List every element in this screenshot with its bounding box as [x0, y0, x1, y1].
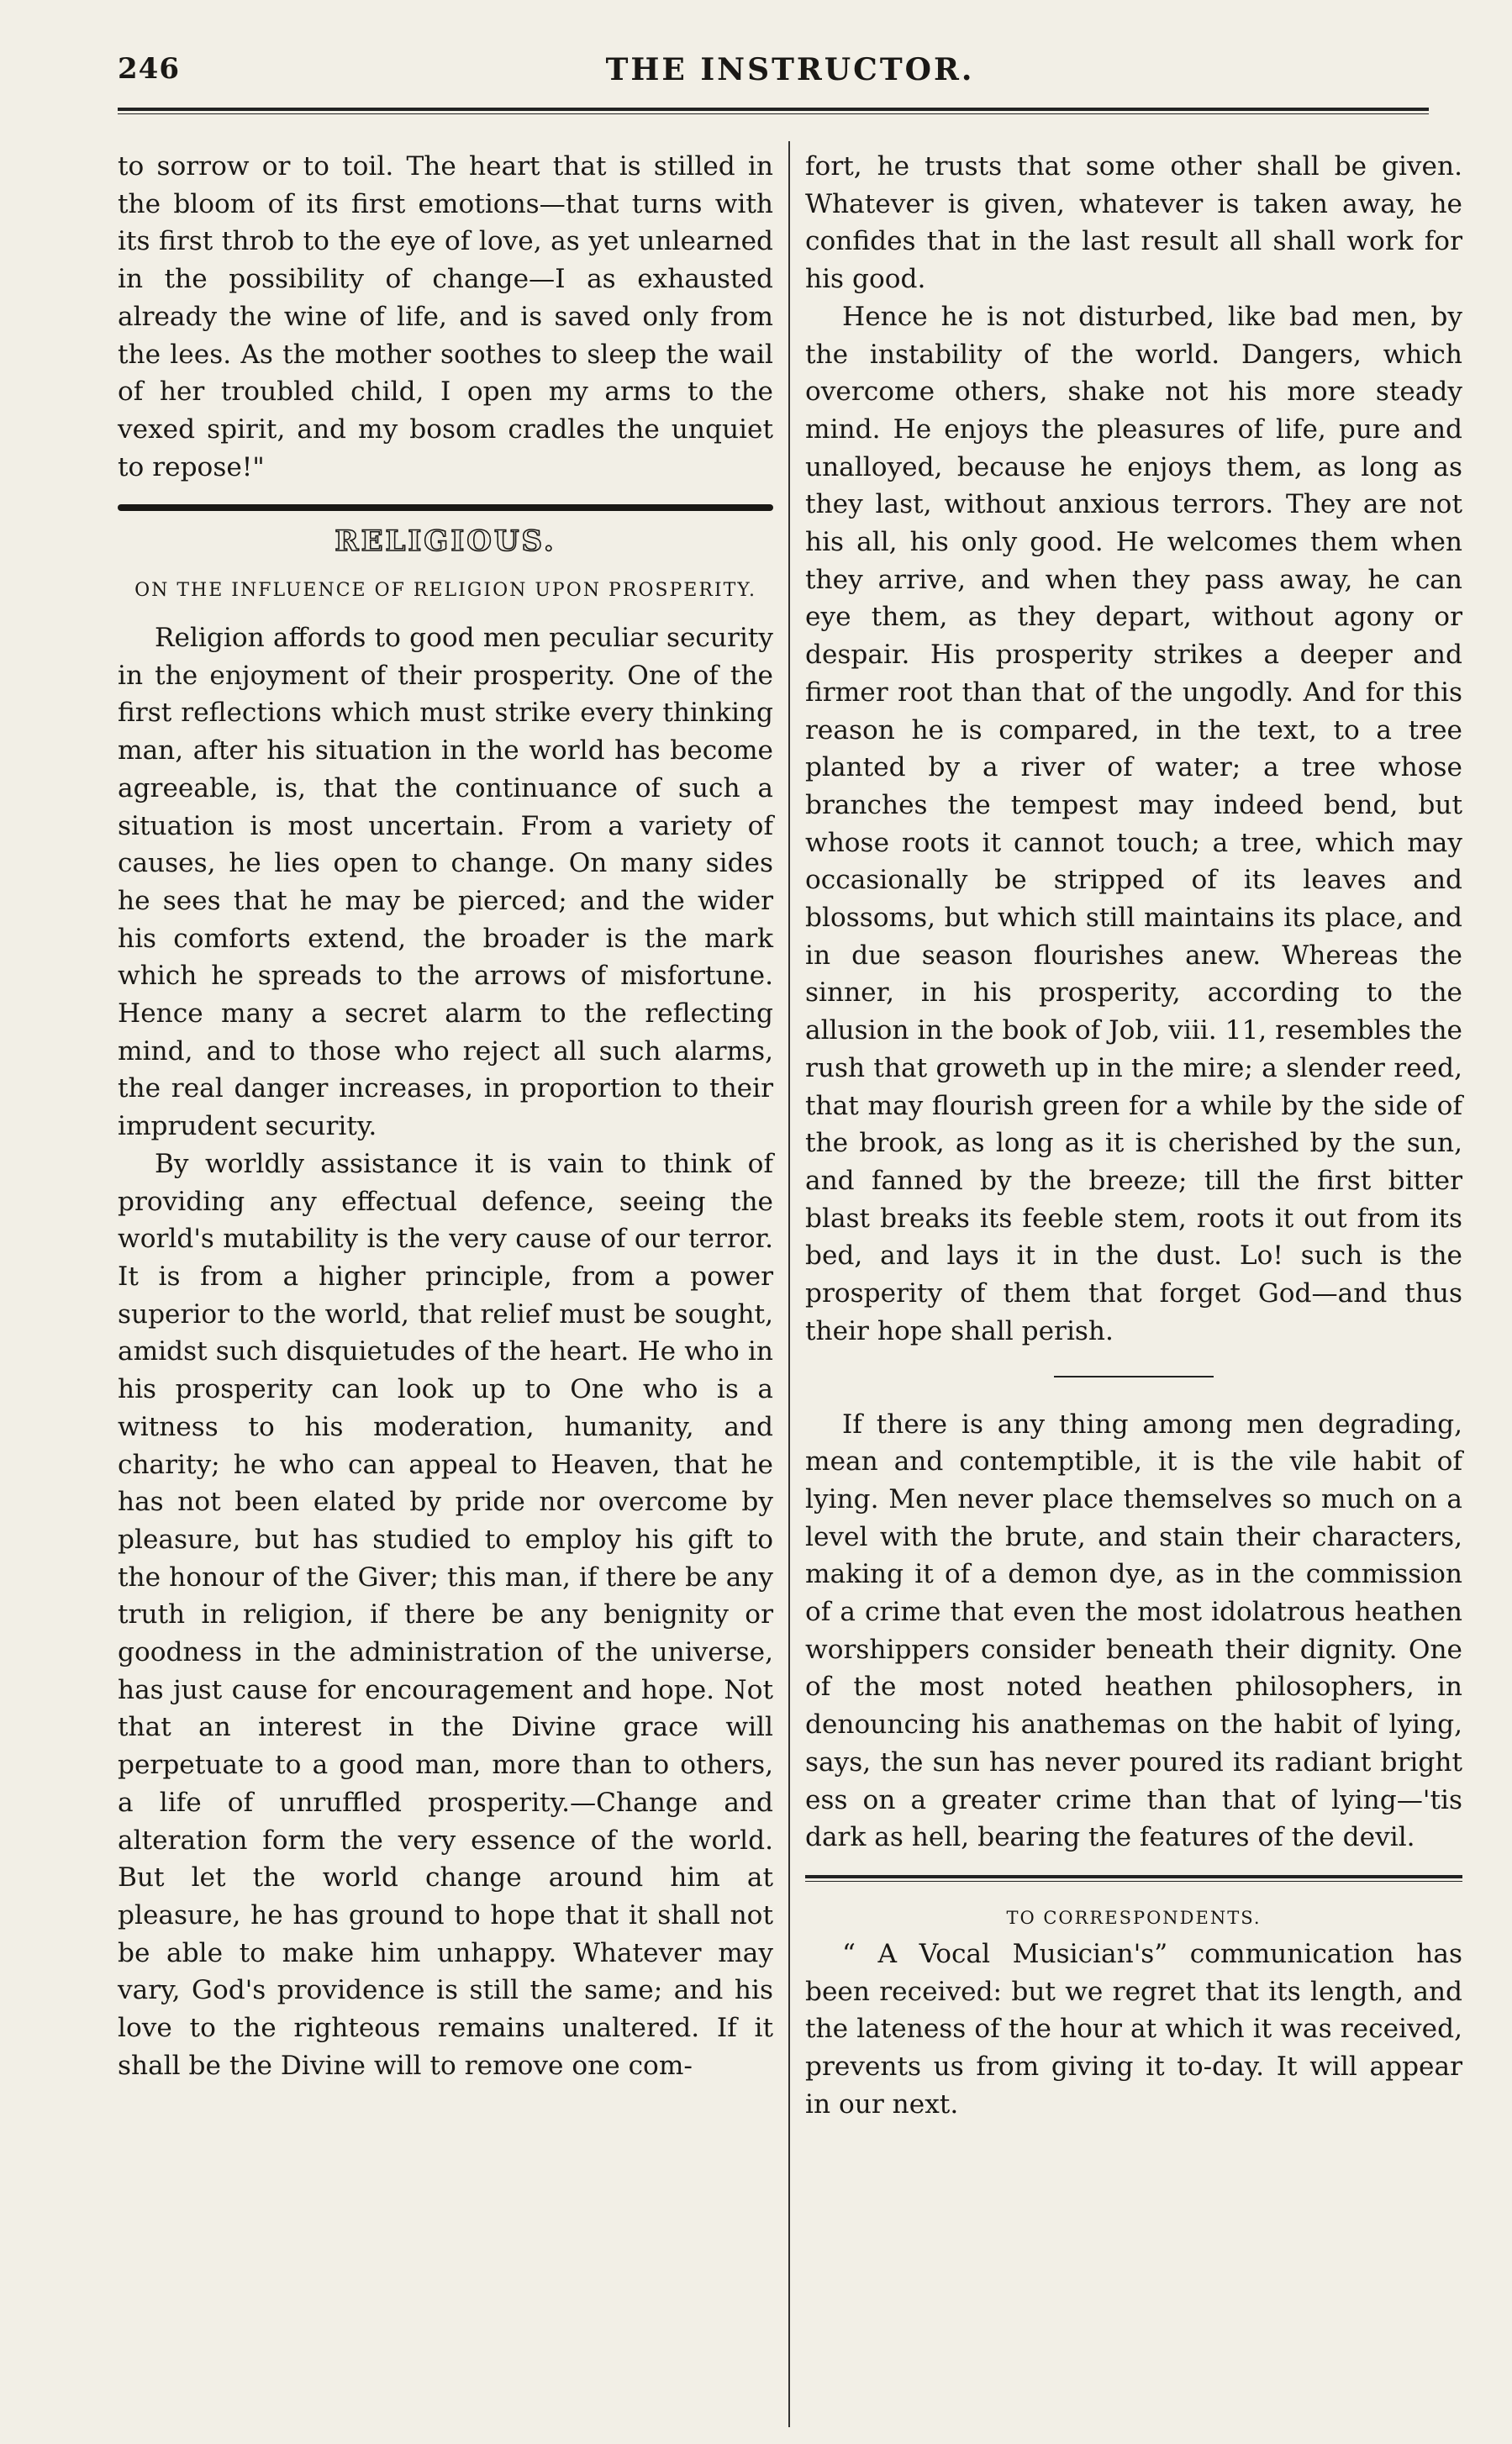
notice-rule: [805, 1875, 1462, 1882]
article-paragraph: Religion affords to good men peculiar security in the enjoyment of their prosperity. One of the first reflections which must strike every thinking man, after his situation in the world has become agreeable, is, that the continuance of such a situation is most uncertain. From a variety of causes, he lies open to change. On many sides he sees that he may be pierced; and the wider his comforts extend, the broader is the mark which he spreads to the arrows of misfortune. Hence many a secret alarm to the reflecting mind, and to those who reject all such alarms, the real danger increases, in proportion to their imprudent security.: [118, 623, 773, 1142]
notice-title: TO CORRESPONDENTS.: [1006, 1907, 1262, 1928]
separator-rule: [1054, 1376, 1214, 1377]
right-column: [805, 148, 1462, 2123]
continued-paragraph: fort, he trusts that some other shall be given. Whatever is given, whatever is taken away, he confides that in the last result all shall work for his good.: [805, 151, 1462, 295]
section-heading: RELIGIOUS.: [335, 524, 556, 559]
page-number: 246: [118, 52, 180, 86]
running-head: [118, 52, 1429, 103]
article-paragraph: Hence he is not disturbed, like bad men, by the instability of the world. Dangers, which overcome others, shake not his more steady mind. He enjoys the pleasures of life, pure and unalloyed, because he enjoys them, as long as they last, without anxious terrors. They are not his all, his only good. He welcomes them when they arrive, and when they pass away, he can eye them, as they depart, without agony or despair. His prosperity strikes a deeper and firmer root than that of the ungodly. And for this reason he is compared, in the text, to a tree planted by a river of water; a tree whose branches the tempest may indeed bend, but whose roots it cannot touch; a tree, which may occasionally be stripped of its leaves and blossoms, but which still maintains its place, and in due season flourishes anew. Whereas the sinner, in his prosperity, according to the allusion in the book of Job, viii. 11, resembles the rush that groweth up in the mire; a slender reed, that may flourish green for a while by the side of the brook, as long as it is cherished by the sun, and fanned by the breeze; till the first bitter blast breaks its feeble stem, roots it out from its bed, and lays it in the dust. Lo! such is the prosperity of them that forget God—and thus their hope shall perish.: [805, 301, 1462, 1346]
article-paragraph: By worldly assistance it is vain to think of providing any effectual defence, seeing the world's mutability is the very cause of our terror. It is from a higher principle, from a power superior to the world, that relief must be sought, amidst such disquietudes of the heart. He who in his prosperity can look up to One who is a witness to his moderation, humanity, and charity; he who can appeal to Heaven, that he has not been elated by pride nor overcome by pleasure, but has studied to employ his gift to the honour of the Giver; this man, if there be any truth in religion, if there be any benignity or goodness in the administration of the universe, has just cause for encouragement and hope. Not that an interest in the Divine grace will perpetuate to a good man, more than to others, a life of unruffled prosperity.—Change and alteration form the very essence of the world. But let the world change around him at pleasure, he has ground to hope that it shall not be able to make him unhappy. Whatever may vary, God's providence is still the same; and his love to the righteous remains unaltered. If it shall be the Divine will to remove one com-: [118, 1148, 773, 2081]
notice-text: “ A Vocal Musician's” communication has been received: but we regret that its length, and the lateness of the hour at which it was received, prevents us from giving it to-day. It will appear in our next.: [805, 1938, 1462, 2120]
left-column: [118, 148, 773, 2084]
running-title: THE INSTRUCTOR.: [605, 52, 975, 87]
header-rule: [118, 108, 1429, 114]
article-title: ON THE INFLUENCE OF RELIGION UPON PROSPERITY.: [134, 580, 756, 602]
column-divider: [788, 141, 790, 2427]
lying-paragraph: If there is any thing among men degrading, mean and contemptible, it is the vile habit of lying. Men never place themselves so much on a level with the brute, and stain their characters, making it of a demon dye, as in the commission of a crime that even the most idolatrous heathen worshippers consider beneath their dignity. One of the most noted heathen philosophers, in denouncing his anathemas on the habit of lying, says, the sun has never poured its radiant bright ess on a greater crime than that of lying—'tis dark as hell, bearing the features of the devil.: [805, 1409, 1462, 1853]
continued-paragraph: to sorrow or to toil. The heart that is stilled in the bloom of its first emotions—that turns with its first throb to the eye of love, as yet unlearned in the possibility of change—I as exhausted already the wine of life, and is saved only from the lees. As the mother soothes to sleep the wail of her troubled child, I open my arms to the vexed spirit, and my bosom cradles the unquiet to repose!": [118, 151, 773, 482]
section-rule: [118, 504, 773, 511]
